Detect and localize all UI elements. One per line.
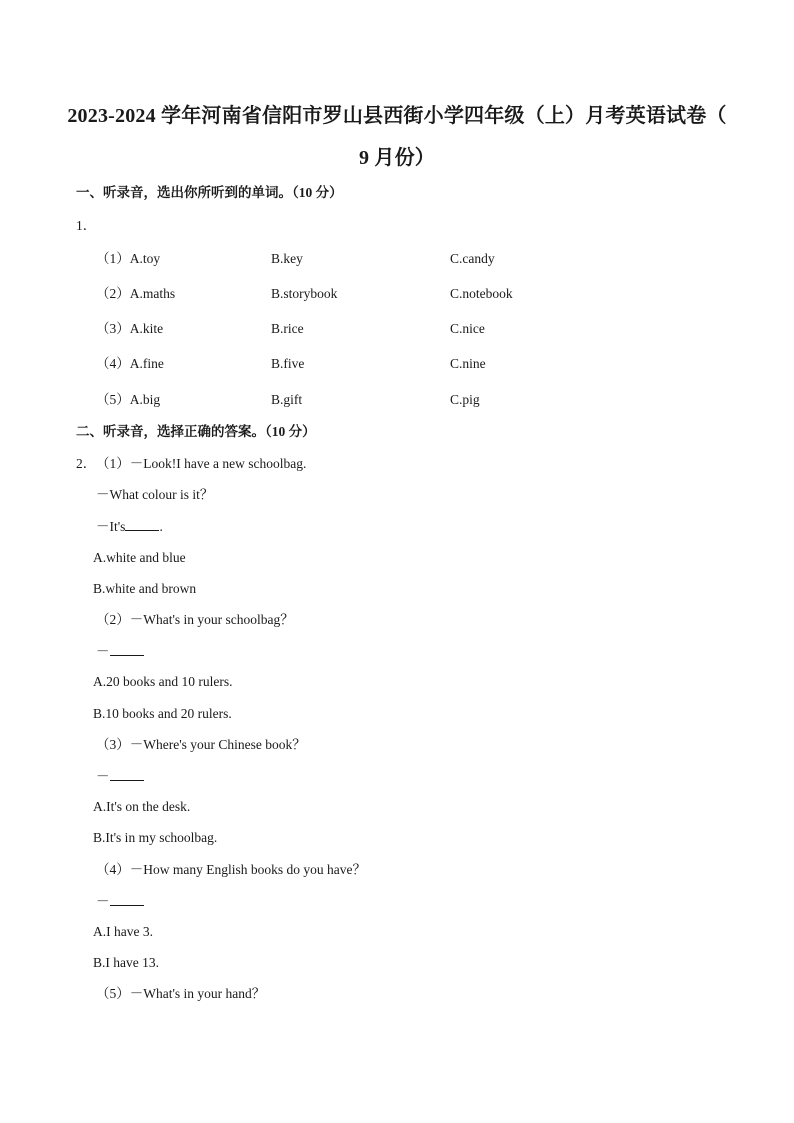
option-b: B.key: [271, 251, 303, 266]
dialogue-text: －: [96, 894, 110, 909]
option-c: C.nice: [450, 321, 485, 336]
option-b: B.rice: [271, 321, 304, 336]
dialogue-line: －What colour is it？: [96, 487, 214, 502]
page-title: 2023-2024 学年河南省信阳市罗山县西街小学四年级（上）月考英语试卷（: [67, 105, 727, 127]
option-b: B.five: [271, 356, 305, 371]
option-a: （2）A.maths: [96, 286, 176, 301]
question-1-number: 1．: [76, 218, 97, 233]
choice-row: [0, 390, 794, 410]
answer-option-b: B.I have 13.: [93, 955, 159, 970]
option-b: B.gift: [271, 392, 303, 407]
section-2-heading: 二、听录音，选择正确的答案。（10 分）: [76, 424, 316, 439]
dialogue-line: （2）－What's in your schoolbag？: [96, 612, 294, 627]
dialogue-text: .: [159, 519, 163, 534]
answer-option-b: B.white and brown: [93, 581, 197, 596]
choice-row: [0, 319, 794, 339]
option-a: （3）A.kite: [96, 321, 164, 336]
answer-blank: [125, 516, 159, 531]
answer-option-a: A.20 books and 10 rulers.: [93, 674, 233, 689]
answer-option-a: A.It's on the desk.: [93, 799, 191, 814]
choice-row: [0, 284, 794, 304]
option-a: （5）A.big: [96, 392, 161, 407]
answer-blank: [110, 891, 144, 906]
section-1-heading: 一、听录音，选出你所听到的单词。（10 分）: [76, 185, 343, 200]
dialogue-line-with-blank: [96, 766, 144, 787]
dialogue-line-with-blank: [96, 641, 144, 662]
answer-option-a: A.white and blue: [93, 550, 186, 565]
answer-option-b: B.It's in my schoolbag.: [93, 830, 218, 845]
dialogue-line-with-blank: [96, 891, 144, 912]
dialogue-text: －: [96, 644, 110, 659]
dialogue-line: （3）－Where's your Chinese book？: [96, 737, 306, 752]
option-c: C.pig: [450, 392, 480, 407]
choice-row: [0, 354, 794, 374]
option-c: C.notebook: [450, 286, 513, 301]
dialogue-text: －: [96, 769, 110, 784]
option-a: （1）A.toy: [96, 251, 161, 266]
option-c: C.candy: [450, 251, 495, 266]
dialogue-line: （4）－How many English books do you have？: [96, 862, 366, 877]
question-2-number: 2．: [76, 456, 97, 471]
page-title-continued: 9 月份）: [359, 147, 435, 169]
dialogue-line: （5）－What's in your hand？: [96, 986, 266, 1001]
dialogue-text: －It's: [96, 519, 126, 534]
option-b: B.storybook: [271, 286, 338, 301]
answer-option-a: A.I have 3.: [93, 924, 153, 939]
answer-blank: [110, 766, 144, 781]
option-c: C.nine: [450, 356, 486, 371]
answer-blank: [110, 641, 144, 656]
dialogue-line-with-blank: [96, 516, 163, 537]
dialogue-line: （1）－Look!I have a new schoolbag.: [96, 456, 307, 471]
answer-option-b: B.10 books and 20 rulers.: [93, 706, 232, 721]
option-a: （4）A.fine: [96, 356, 164, 371]
choice-row: [0, 249, 794, 269]
